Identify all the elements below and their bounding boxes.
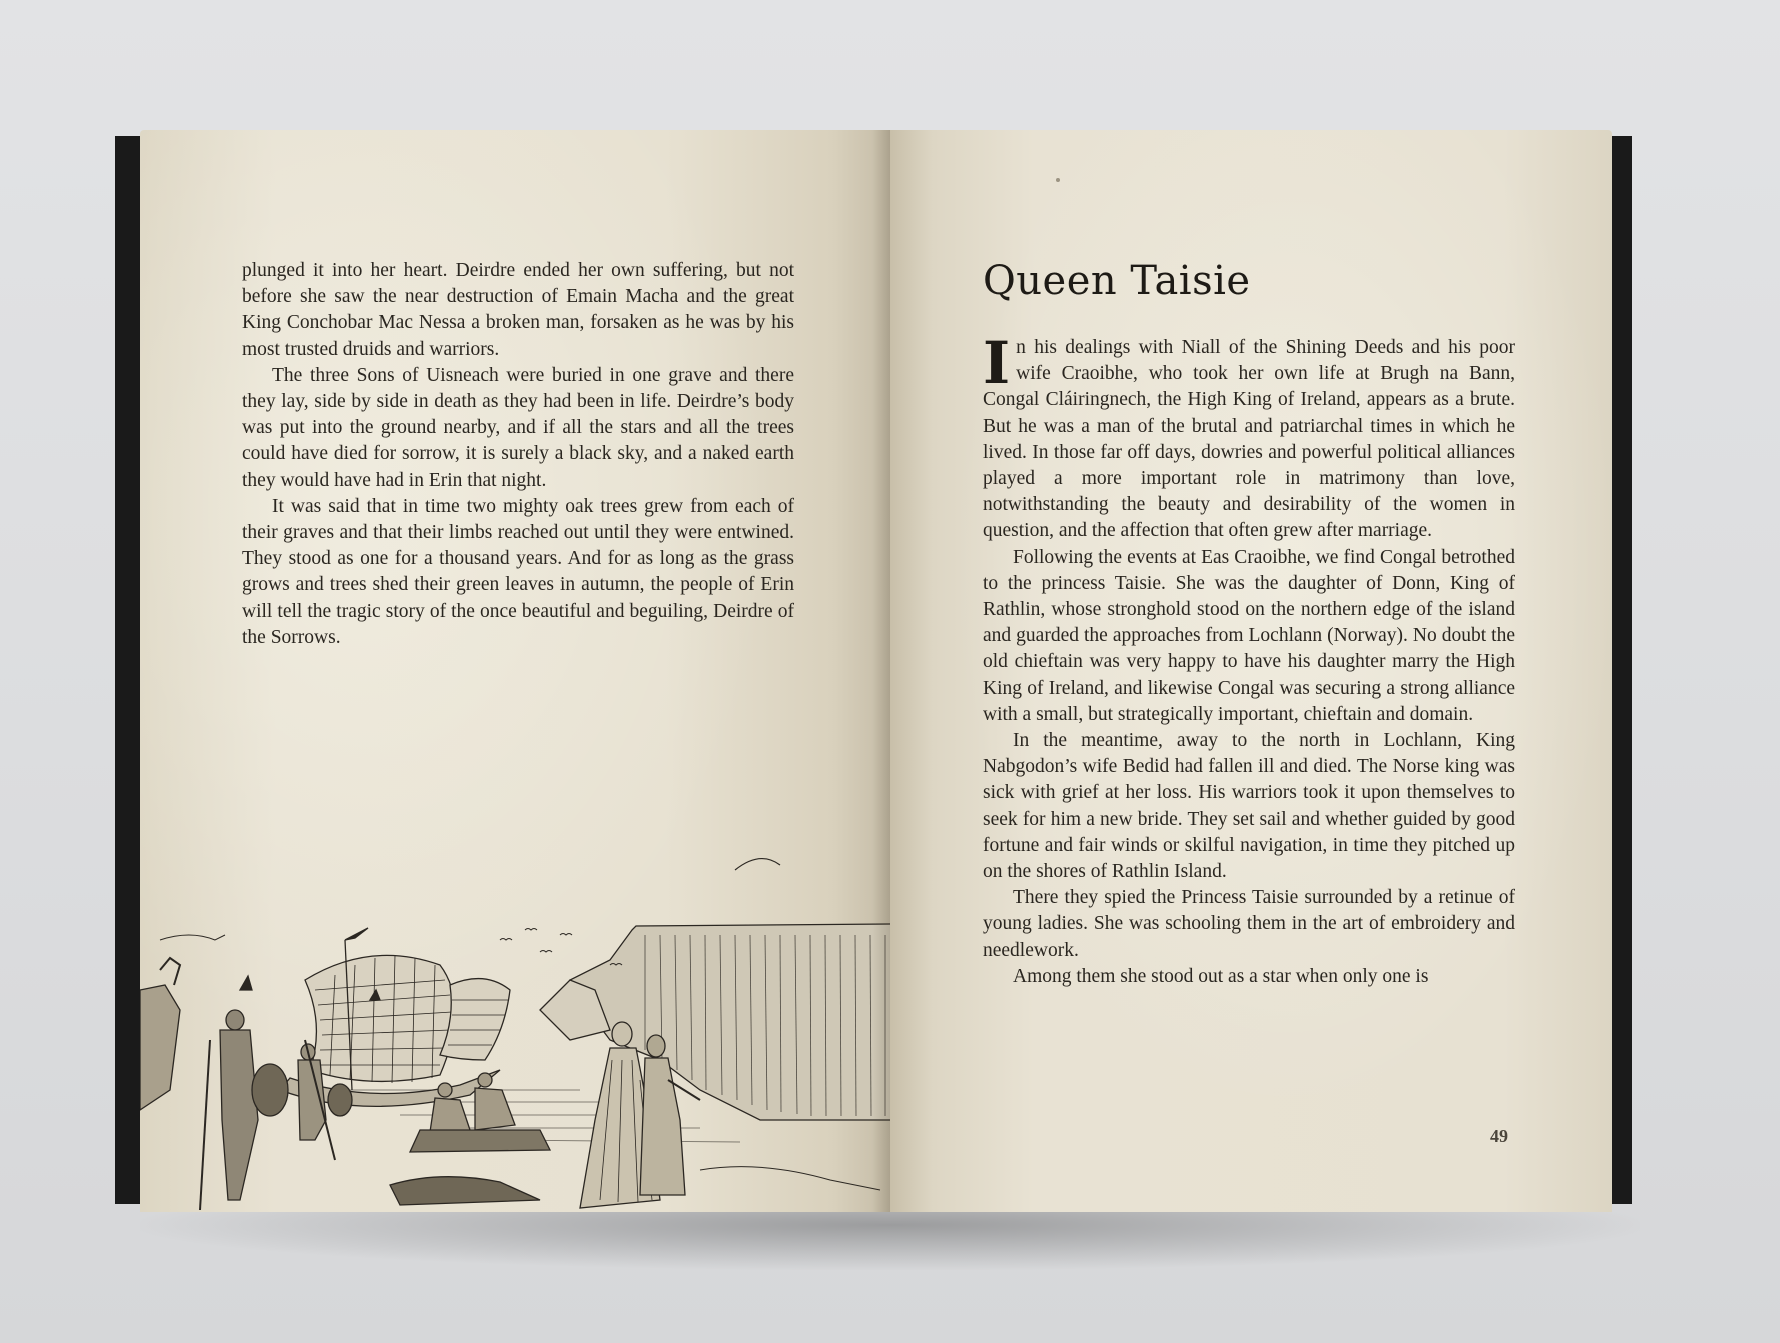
left-page bbox=[140, 130, 892, 1212]
page-number: 49 bbox=[1490, 1126, 1508, 1146]
paragraph: Following the events at Eas Craoibhe, we find Congal betrothed to the princess Taisie. She was the daughter of Donn, King of Rathlin, whose stronghold stood on the northern edge of the island and guarded the approaches from Lochlann (Norway). No doubt the old chieftain was very happy to have his daughter marry the High King of Ireland, and likewise Congal was securing a strong alliance with a small, but strategically important, chieftain and domain. bbox=[983, 546, 1515, 725]
drop-cap: I bbox=[983, 329, 1011, 397]
chapter-title: Queen Taisie bbox=[983, 258, 1251, 304]
paragraph bbox=[983, 329, 1515, 545]
foreground-rocks bbox=[390, 1177, 540, 1205]
paragraph: plunged it into her heart. Deirdre ended her own suffering, but not before she saw the near destruction of Emain Macha and the great King Conchobar Mac Nessa a broken man, forsaken as he was by his most trusted druids and warriors. bbox=[242, 260, 794, 360]
paragraph: There they spied the Princess Taisie surrounded by a retinue of young ladies. She was schooling them in the art of embroidery and needlework. bbox=[983, 887, 1515, 961]
kneeling-figures bbox=[410, 1073, 550, 1152]
paper-speck bbox=[1056, 178, 1060, 182]
paragraph: In the meantime, away to the north in Lochlann, King Nabgodon’s wife Bedid had fallen ill and died. The Norse king was sick with grief at her loss. His warriors took it upon themselves to seek for him a new bride. They set sail and whether guided by good fortune and fair winds or skilful navigation, in time they pitched up on the shores of Rathlin Island. bbox=[983, 730, 1515, 883]
viking-ships-illustration bbox=[140, 790, 892, 1212]
pennant bbox=[345, 928, 368, 940]
distant-ship bbox=[240, 976, 252, 990]
first-paragraph-text: n his dealings with Niall of the Shining Deeds and his poor wife Craoibhe, who took her own life at Brugh na Bann, Congal Cláiringnech, the High King of Ireland, appears as a brute. But he was a man of the brutal and patriarchal times in which he lived. In those far off days, dowries and powerful political alliances played a more important role in matrimony than love, notwithstanding the beauty and desirability of the women in question, and the affection that often grew after marriage. bbox=[983, 337, 1515, 542]
warrior-figure bbox=[200, 1010, 288, 1210]
paragraph: It was said that in time two mighty oak trees grew from each of their graves and that their limbs reached out until they were entwined. They stood as one for a thousand years. And for as long as the grass grows and trees shed their green leaves in autumn, the people of Erin will tell the tragic story of the once beautiful and beguiling, Deirdre of the Sorrows. bbox=[242, 495, 794, 648]
dragon-prow bbox=[140, 985, 180, 1110]
second-longship-sail bbox=[440, 979, 510, 1060]
right-page-text bbox=[983, 329, 1515, 990]
right-page bbox=[890, 130, 1612, 1212]
paragraph: Among them she stood out as a star when only one is bbox=[1013, 965, 1429, 987]
left-page-text bbox=[242, 258, 794, 651]
paragraph: The three Sons of Uisneach were buried in one grave and there they lay, side by side in death as they had been in life. Deirdre’s body was put into the ground nearby, and if all the stars and all the trees could have died for sorrow, it is surely a black sky, and a naked earth they would have had in Erin that night. bbox=[242, 364, 794, 491]
